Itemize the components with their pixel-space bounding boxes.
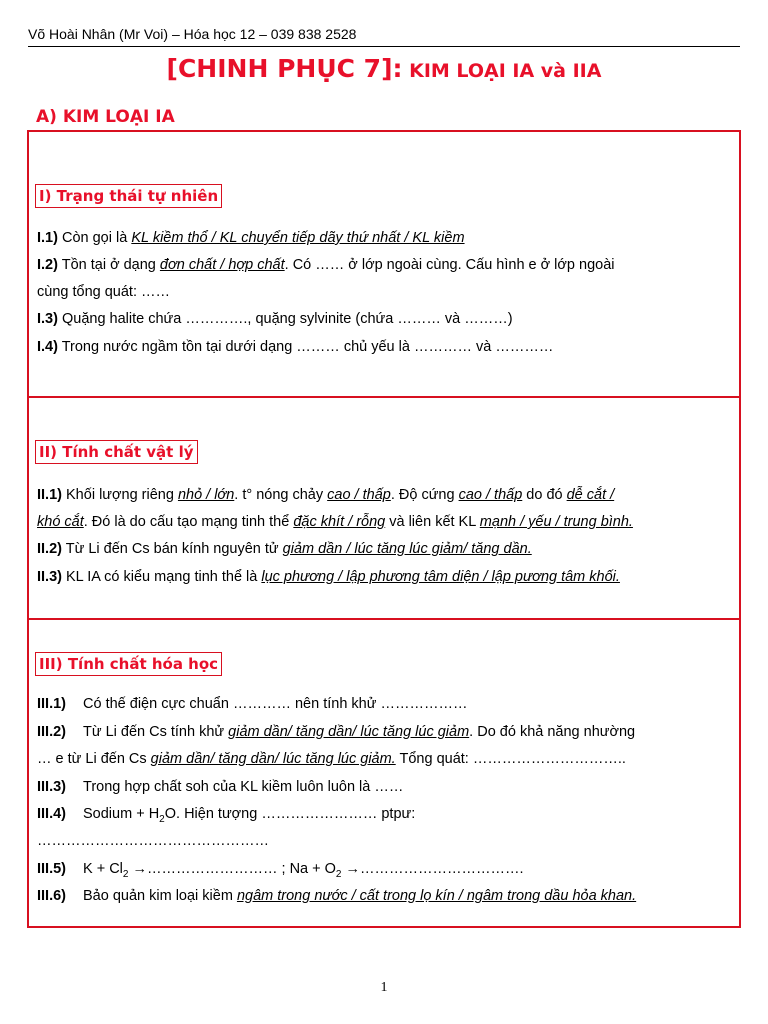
- line-II1-cont: [37, 513, 633, 531]
- page-title: [0, 54, 768, 83]
- choice: lục phương / lập phương tâm diện / lập pương tâm khối.: [261, 569, 620, 585]
- label: II.1): [37, 487, 62, 503]
- text: do đó: [522, 487, 567, 503]
- title-main: [CHINH PHỤC 7]:: [166, 54, 403, 83]
- line-III6: [37, 887, 636, 905]
- choice: mạnh / yếu / trung bình.: [479, 514, 633, 530]
- line-II2: [37, 540, 532, 558]
- text: Từ Li đến Cs bán kính nguyên tử: [61, 541, 283, 557]
- section-divider: [29, 396, 739, 398]
- text: O. Hiện tượng …………………… ptpư:: [164, 806, 416, 822]
- choice: khó cắt: [37, 514, 84, 530]
- text: Khối lượng riêng: [61, 487, 178, 503]
- label: III.3): [37, 779, 67, 795]
- text: . Đó là do cấu tạo mạng tinh thể: [83, 514, 294, 530]
- choice: cao / thấp: [327, 487, 391, 503]
- line-III4: [37, 805, 415, 829]
- title-sub: KIM LOẠI IA và IIA: [402, 60, 602, 82]
- text: Trong hợp chất soh của KL kiềm luôn luôn là ……: [83, 779, 404, 795]
- choice: đơn chất / hợp chất: [159, 257, 285, 273]
- label: I.2): [37, 257, 58, 273]
- line-I1: [37, 229, 465, 247]
- text: K + Cl: [83, 861, 123, 877]
- choice: nhỏ / lớn: [177, 487, 235, 503]
- text: … e từ Li đến Cs: [37, 751, 151, 767]
- choice: ngâm trong nước / cất trong lọ kín / ngâm trong dầu hỏa khan.: [236, 888, 637, 904]
- choice: giảm dần/ tăng dần/ lúc tăng lúc giảm: [228, 724, 470, 740]
- text: . Có …… ở lớp ngoài cùng. Cấu hình e ở lớp ngoài: [284, 257, 615, 273]
- line-III2-cont: [37, 750, 626, 768]
- label: III.4): [37, 806, 67, 822]
- subscript: 2: [159, 813, 165, 825]
- choice: KL kiềm thổ / KL chuyển tiếp dãy thứ nhất / KL kiềm: [131, 230, 465, 246]
- line-III1: [37, 695, 467, 713]
- text: Bảo quản kim loại kiềm: [83, 888, 237, 904]
- section-divider: [29, 618, 739, 620]
- text: KL IA có kiểu mạng tinh thể là: [61, 569, 262, 585]
- text: Còn gọi là: [57, 230, 132, 246]
- line-I3: [37, 310, 513, 328]
- text: Trong nước ngầm tồn tại dưới dạng ……… chủ yếu là ………… và …………: [57, 339, 554, 355]
- text: Tổng quát: …………………………..: [395, 751, 626, 767]
- label: III.5): [37, 861, 67, 877]
- choice: đặc khít / rỗng: [293, 514, 386, 530]
- choice: dễ cắt /: [566, 487, 615, 503]
- content-frame: [27, 130, 741, 928]
- line-III4-cont: …………………………………………: [37, 833, 269, 849]
- text: →……………………… ; Na + O: [128, 861, 336, 877]
- subscript: 2: [122, 868, 129, 880]
- text: Quặng halite chứa …………., quặng sylvinite (chứa ……… và ………): [57, 311, 513, 327]
- text: Từ Li đến Cs tính khử: [83, 724, 229, 740]
- text: . Do đó khả năng nhường: [469, 724, 636, 740]
- choice: giảm dần/ tăng dần/ lúc tăng lúc giảm.: [150, 751, 396, 767]
- line-II1: [37, 486, 614, 504]
- line-III5: [37, 860, 524, 884]
- text: . t° nóng chảy: [234, 487, 328, 503]
- text: →…………………………….: [341, 861, 524, 877]
- section-2-heading: II) Tính chất vật lý: [35, 440, 198, 464]
- label: II.2): [37, 541, 62, 557]
- label: I.1): [37, 230, 58, 246]
- page-number: 1: [380, 980, 388, 995]
- label: III.1): [37, 696, 67, 712]
- choice: giảm dần / lúc tăng lúc giảm/ tăng dần.: [282, 541, 532, 557]
- label: I.3): [37, 311, 58, 327]
- section-a-heading: A) KIM LOẠI IA: [36, 107, 175, 127]
- line-II3: [37, 568, 620, 586]
- line-I4: [37, 338, 553, 356]
- text: . Độ cứng: [390, 487, 459, 503]
- label: I.4): [37, 339, 58, 355]
- line-III2: [37, 723, 635, 741]
- label: III.6): [37, 888, 67, 904]
- text: và liên kết KL: [385, 514, 480, 530]
- label: II.3): [37, 569, 62, 585]
- text: Có thế điện cực chuẩn ………… nên tính khử ………………: [83, 696, 468, 712]
- document-header: Võ Hoài Nhân (Mr Voi) – Hóa học 12 – 039 838 2528: [28, 26, 740, 47]
- section-3-heading: III) Tính chất hóa học: [35, 652, 222, 676]
- label: III.2): [37, 724, 67, 740]
- subscript: 2: [335, 868, 342, 880]
- line-III3: [37, 778, 403, 796]
- line-I2-cont: cùng tổng quát: ……: [37, 284, 170, 300]
- choice: cao / thấp: [458, 487, 523, 503]
- line-I2: [37, 256, 614, 274]
- section-1-heading: I) Trạng thái tự nhiên: [35, 184, 222, 208]
- text: Sodium + H: [83, 806, 160, 822]
- text: Tồn tại ở dạng: [57, 257, 160, 273]
